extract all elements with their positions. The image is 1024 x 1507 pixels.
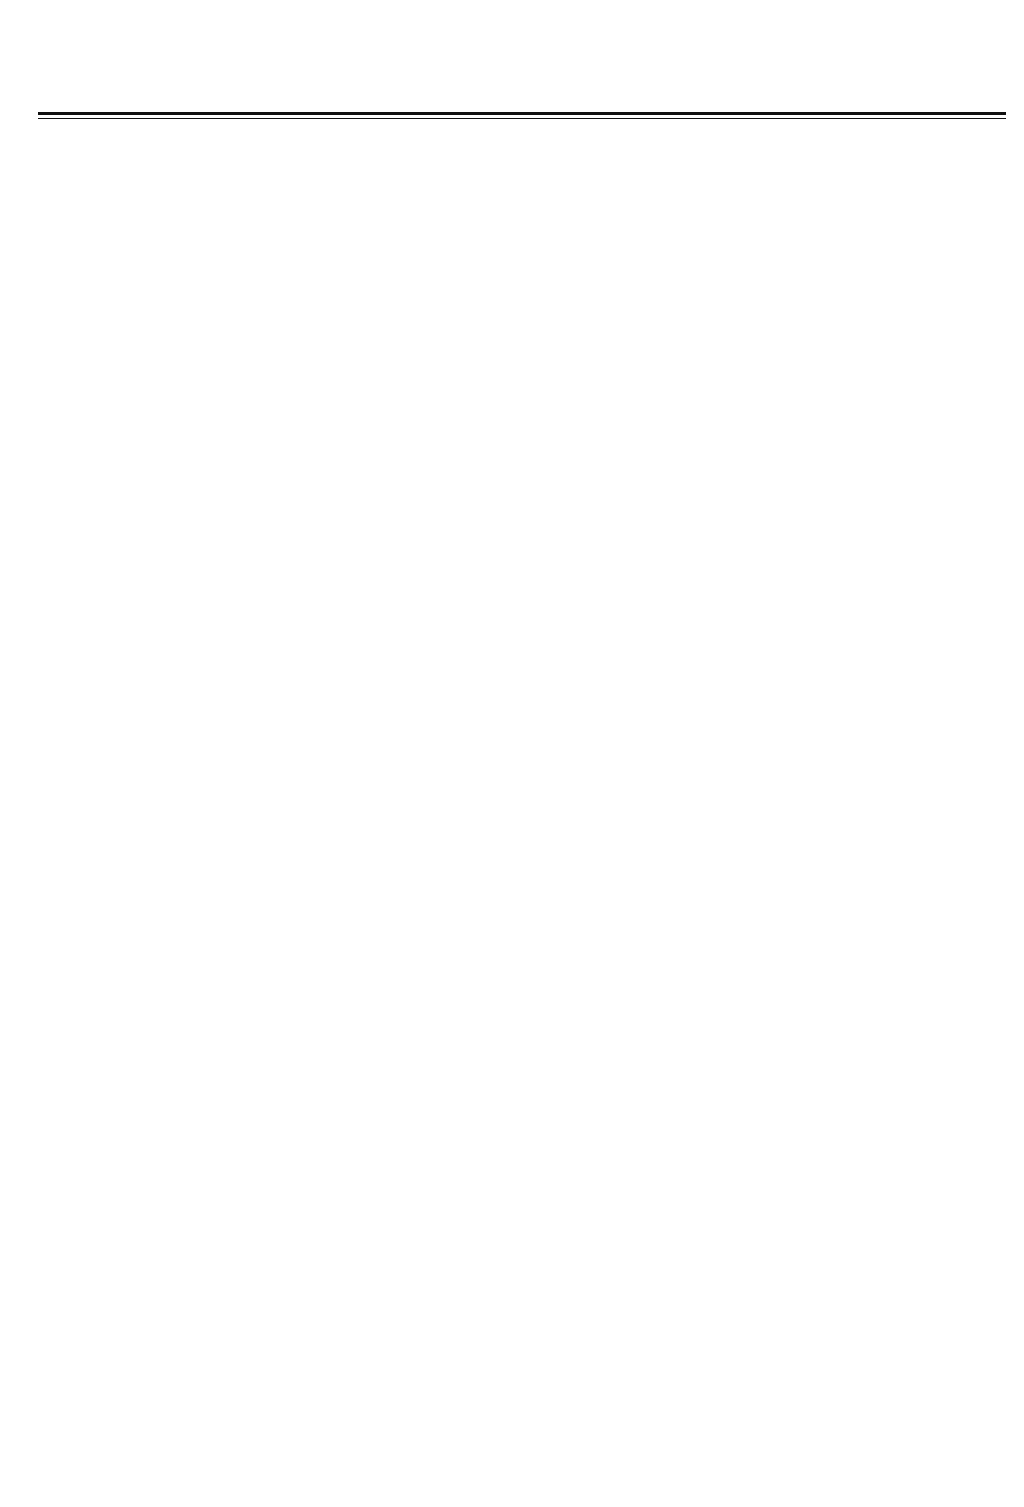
- top-rule-thin: [38, 118, 1006, 119]
- top-rule: [38, 112, 1006, 115]
